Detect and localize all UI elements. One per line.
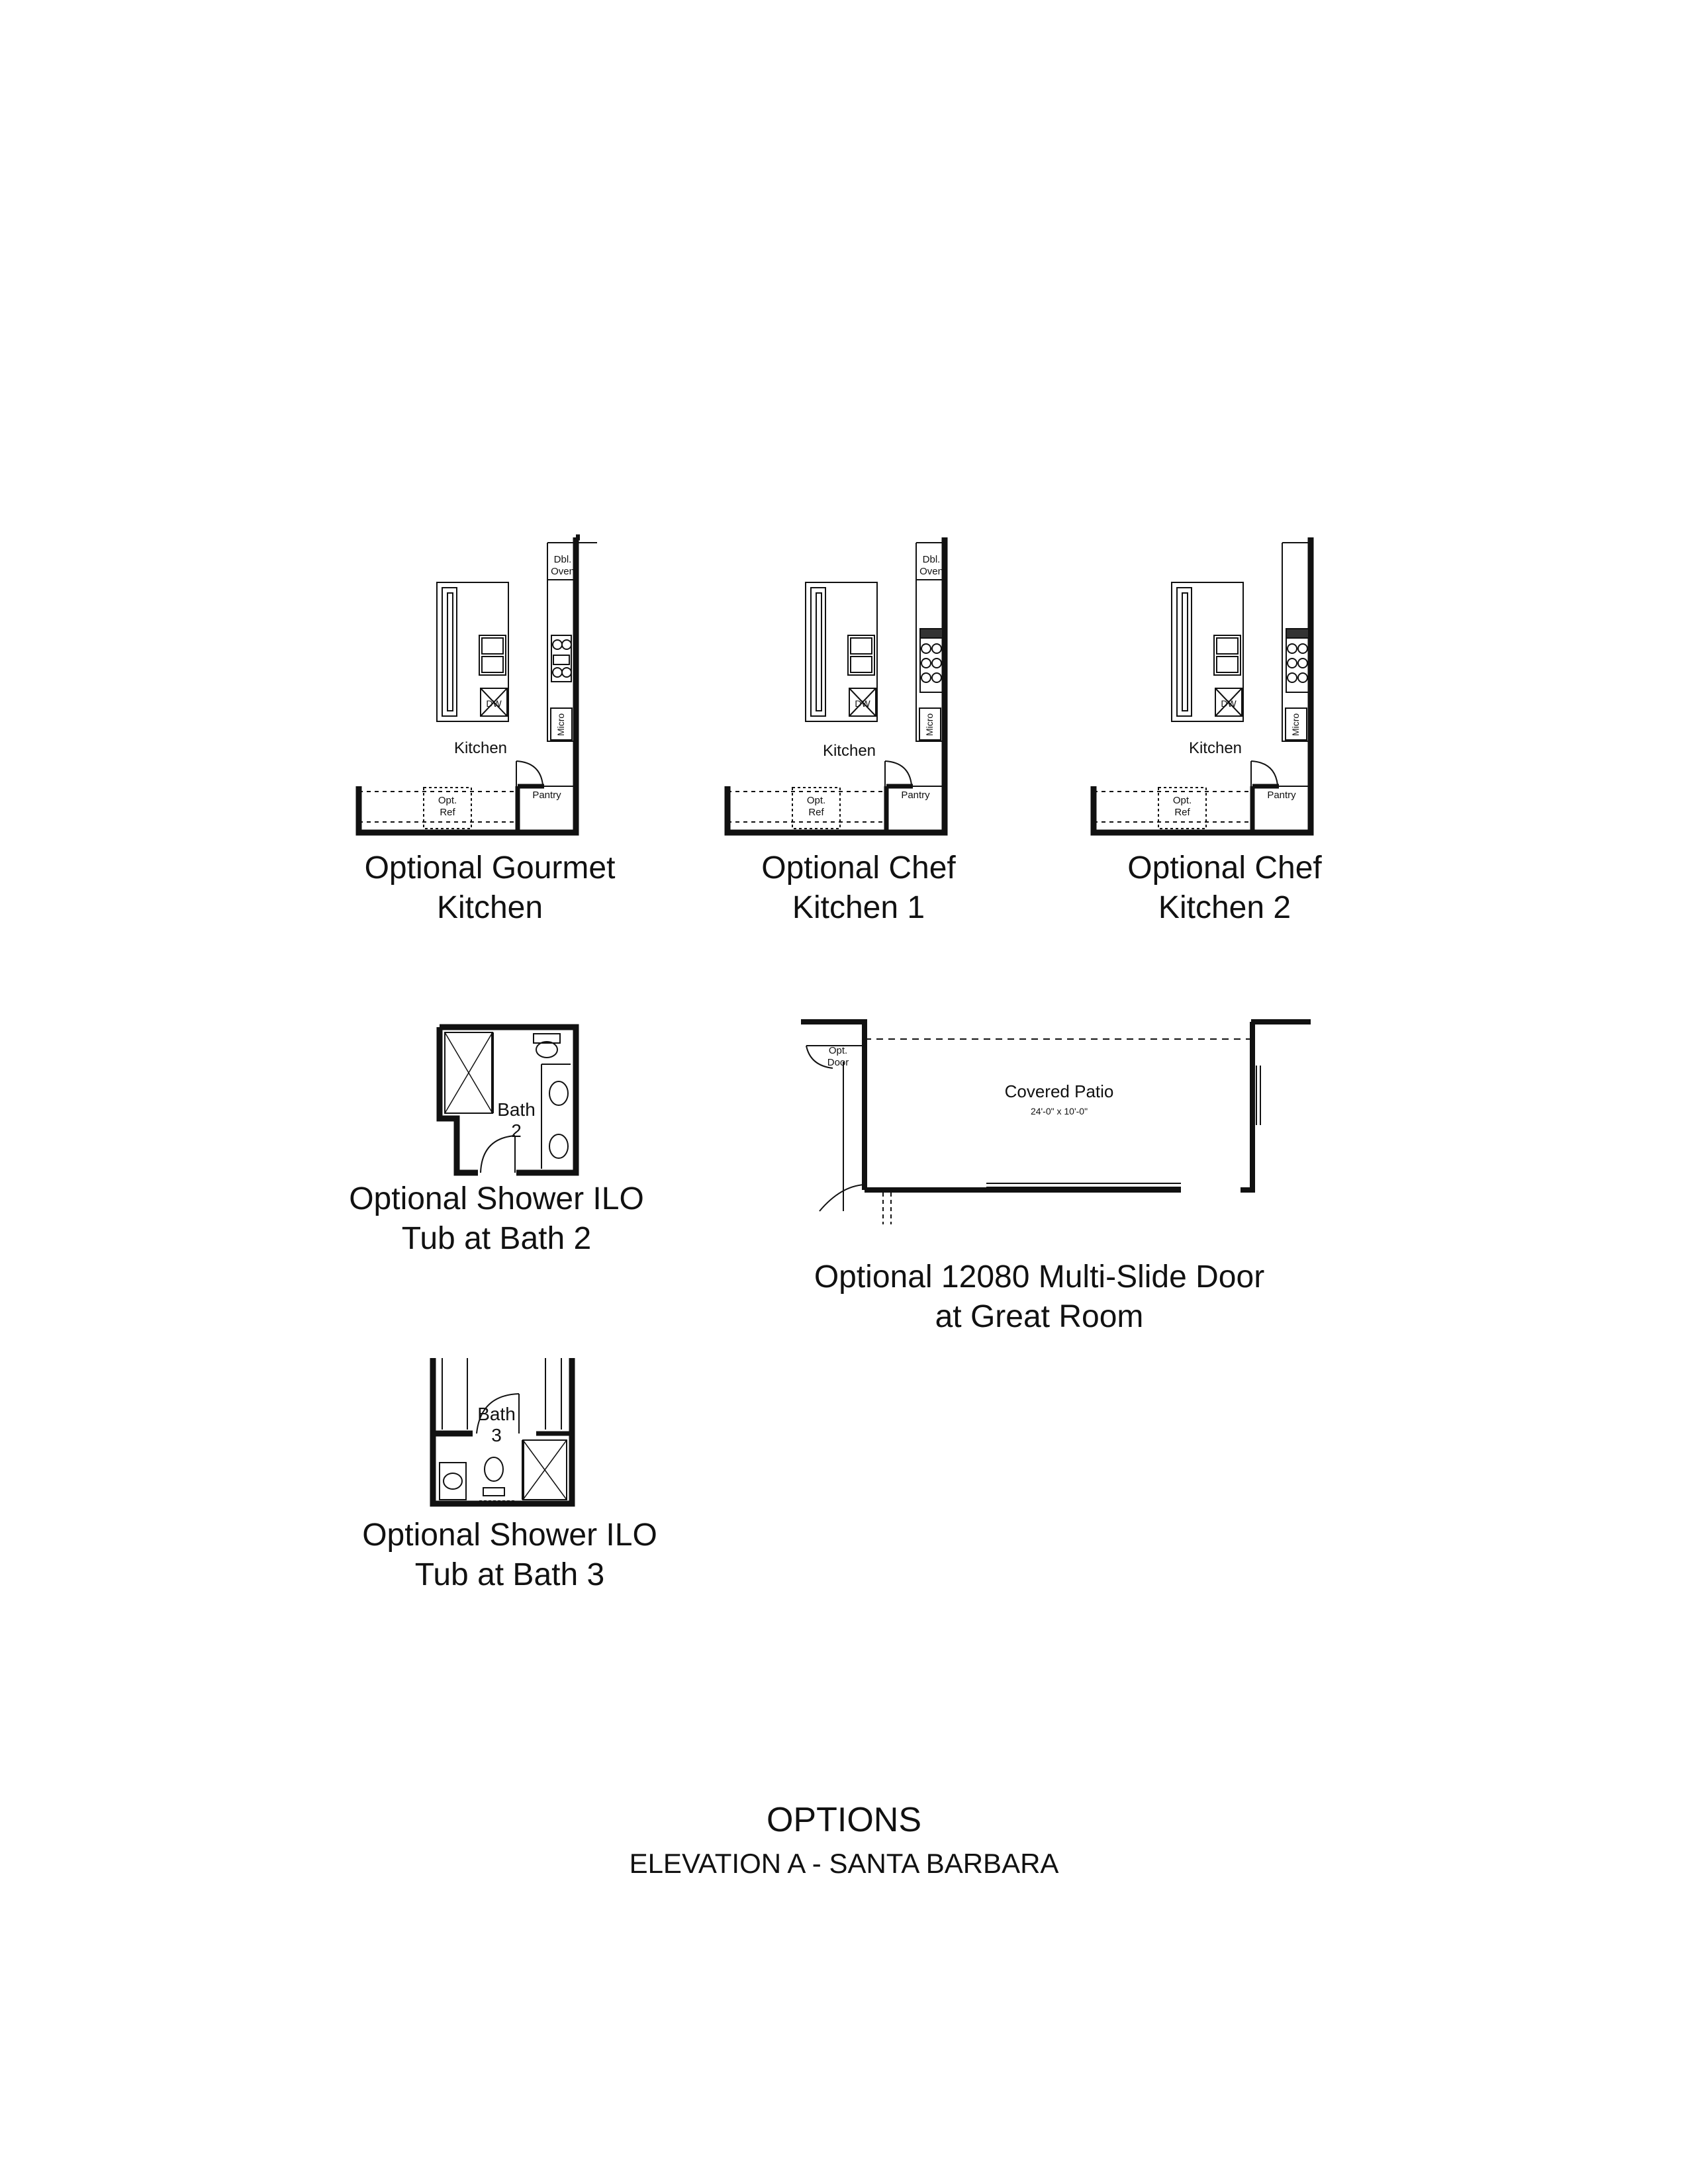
oven-label: Oven: [919, 566, 943, 577]
micro-label: Micro: [924, 713, 935, 736]
ref-label: Opt.: [1172, 795, 1192, 806]
bath-3-plan: [424, 1350, 583, 1509]
pantry-label: Pantry: [1267, 790, 1296, 801]
bath-2-caption: Optional Shower ILO Tub at Bath 2: [349, 1181, 644, 1256]
chef-kitchen-2-caption: Optional Chef Kitchen 2: [1127, 850, 1322, 925]
micro-label: Micro: [1290, 713, 1301, 736]
patio-label: Covered Patio: [1004, 1081, 1114, 1101]
page-subtitle: ELEVATION A - SANTA BARBARA: [629, 1848, 1059, 1879]
dishwasher-label: DW: [855, 698, 870, 709]
ref-label: Ref: [808, 807, 824, 818]
oven-label: Oven: [551, 566, 575, 577]
micro-label: Micro: [555, 713, 566, 736]
multi-slide-door-caption: Optional 12080 Multi-Slide Door at Great Room: [814, 1259, 1265, 1334]
pantry-label: Pantry: [901, 790, 930, 801]
gourmet-kitchen-caption: Optional Gourmet Kitchen: [364, 850, 616, 925]
kitchen-label: Kitchen: [453, 739, 508, 757]
page-title: OPTIONS: [766, 1801, 922, 1839]
ref-label: Opt.: [438, 795, 457, 806]
ref-label: Ref: [1174, 807, 1190, 818]
chef-kitchen-1-caption: Optional Chef Kitchen 1: [761, 850, 956, 925]
gourmet-kitchen-plan: [351, 529, 629, 841]
chef-kitchen-1-plan: [720, 529, 998, 841]
dishwasher-label: DW: [1221, 698, 1237, 709]
kitchen-label: Kitchen: [822, 742, 876, 760]
bath-label: 3: [491, 1425, 502, 1445]
bath-label: 2: [511, 1120, 522, 1141]
opt-door-label: Opt.: [828, 1045, 848, 1056]
ref-label: Ref: [440, 807, 455, 818]
bath-2-plan: [430, 1019, 589, 1185]
ref-label: Opt.: [806, 795, 826, 806]
bath-3-caption: Optional Shower ILO Tub at Bath 3: [362, 1518, 657, 1592]
oven-label: Dbl.: [922, 554, 941, 565]
dishwasher-label: DW: [486, 698, 502, 709]
opt-door-label: Door: [827, 1057, 849, 1068]
patio-dimensions: 24'-0" x 10'-0": [1030, 1106, 1088, 1116]
bath-label: Bath: [497, 1099, 536, 1120]
chef-kitchen-2-plan: [1086, 529, 1364, 841]
pantry-label: Pantry: [532, 790, 561, 801]
oven-label: Dbl.: [553, 554, 572, 565]
bath-label: Bath: [477, 1404, 516, 1424]
kitchen-label: Kitchen: [1188, 739, 1243, 757]
covered-patio-plan: [801, 1013, 1311, 1238]
